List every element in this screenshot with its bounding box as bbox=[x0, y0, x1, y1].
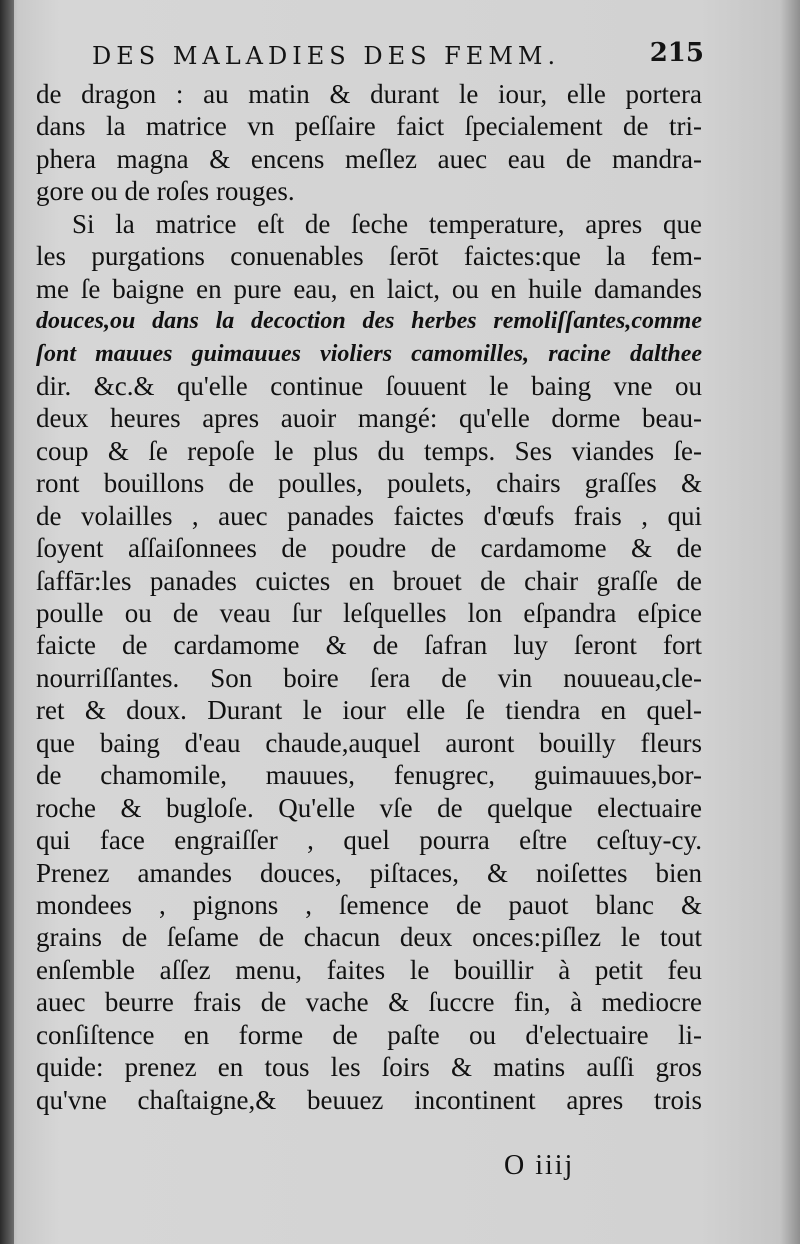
body-text bbox=[36, 78, 702, 1116]
running-title: DES MALADIES DES FEMM. bbox=[92, 42, 561, 70]
italic-text-line: douces,ou dans la decoction des herbes remoliſſantes,comme bbox=[36, 308, 702, 335]
text-line: me ſe baigne en pure eau, en laict, ou en huile damandes bbox=[36, 273, 702, 304]
signature-mark: O iiij bbox=[504, 1150, 575, 1181]
text-line: qu'vne chaſtaigne,& beuuez incontinent apres trois bbox=[36, 1084, 702, 1115]
text-line: phera magna & encens meſlez auec eau de mandra- bbox=[36, 143, 702, 174]
text-line: qui face engraiſſer , quel pourra eſtre ceſtuy-cy. bbox=[36, 825, 702, 856]
page-number: 215 bbox=[649, 38, 704, 68]
paragraph-start-line: Si la matrice eſt de ſeche temperature, apres que bbox=[72, 208, 702, 239]
running-head bbox=[92, 36, 704, 80]
text-line: poulle ou de veau ſur leſquelles lon eſpandra eſpice bbox=[36, 598, 702, 628]
text-line: coup & ſe repoſe le plus du temps. Ses viandes ſe- bbox=[36, 435, 702, 466]
text-line: gore ou de roſes rouges. bbox=[36, 176, 295, 207]
text-line: ret & doux. Durant le iour elle ſe tiendra en quel- bbox=[36, 695, 702, 726]
text-line: que baing d'eau chaude,auquel auront bouilly fleurs bbox=[36, 727, 702, 758]
text-line: dir. &c.& qu'elle continue ſouuent le baing vne ou bbox=[36, 370, 702, 401]
page-gutter-shadow bbox=[0, 0, 14, 1244]
text-line: de chamomile, mauues, fenugrec, guimauues,bor- bbox=[36, 760, 702, 791]
text-line: ront bouillons de poulles, poulets, chairs graſſes & bbox=[36, 468, 702, 499]
text-line: Prenez amandes douces, piſtaces, & noiſettes bien bbox=[36, 857, 702, 888]
text-line: ſoyent aſſaiſonnees de poudre de cardamome & de bbox=[36, 533, 702, 564]
text-line: de volailles , auec panades faictes d'œufs frais , qui bbox=[36, 500, 702, 531]
text-line: grains de ſeſame de chacun deux onces:piſlez le tout bbox=[36, 922, 702, 953]
italic-text-line: ſont mauues guimauues violiers camomilles, racine dalthee bbox=[36, 340, 702, 367]
text-line: les purgations conuenables ſerōt faictes:que la fem- bbox=[36, 241, 702, 272]
text-line: de dragon : au matin & durant le iour, elle portera bbox=[36, 79, 702, 109]
text-line: roche & bugloſe. Qu'elle vſe de quelque electuaire bbox=[36, 792, 702, 823]
text-line: quide: prenez en tous les ſoirs & matins auſſi gros bbox=[36, 1052, 702, 1083]
text-line: auec beurre frais de vache & ſuccre fin, à mediocre bbox=[36, 987, 702, 1018]
text-line: conſiſtence en forme de paſte ou d'electuaire li- bbox=[36, 1019, 702, 1050]
text-line: ſaffār:les panades cuictes en brouet de chair graſſe de bbox=[36, 565, 702, 596]
text-line: deux heures apres auoir mangé: qu'elle dorme beau- bbox=[36, 403, 702, 434]
text-line: dans la matrice vn peſſaire faict ſpecialement de tri- bbox=[36, 111, 702, 142]
text-line: nourriſſantes. Son boire ſera de vin nouueau,cle- bbox=[36, 662, 702, 693]
text-line: enſemble aſſez menu, faites le bouillir à petit feu bbox=[36, 954, 702, 985]
text-line: mondees , pignons , ſemence de pauot blanc & bbox=[36, 889, 702, 920]
text-line: faicte de cardamome & de ſafran luy ſeront fort bbox=[36, 630, 702, 661]
